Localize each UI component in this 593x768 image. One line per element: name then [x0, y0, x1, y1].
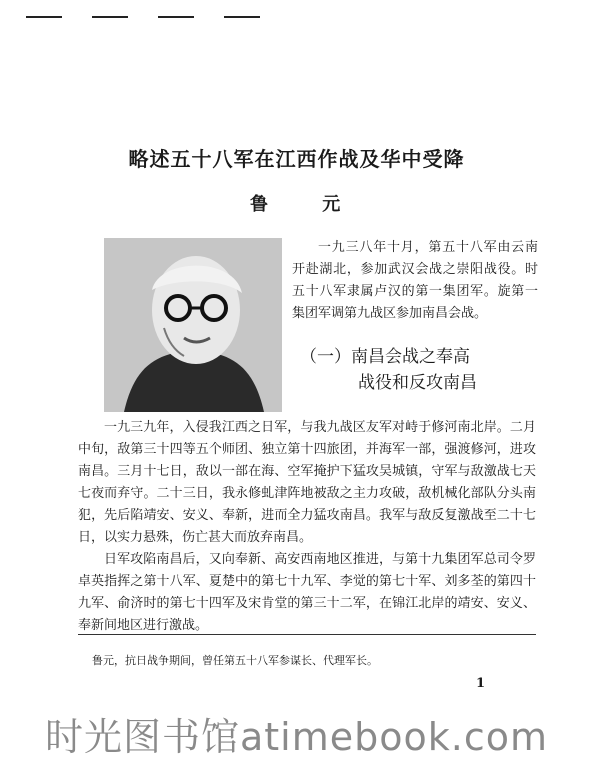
section-heading-line: 战役和反攻南昌: [358, 373, 477, 393]
header-rule: [92, 16, 128, 18]
body-paragraph: 一九三九年，入侵我江西之日军，与我九战区友军对峙于修河南北岸。二月中旬，敌第三十四等五个师团、独立第十四旅团，并海军一部，强渡修河，进攻南昌。三月十七日，敌以一部在海、空军掩护下猛攻吴城镇，守军与敌激战七天七夜而弃守。二十三日，我永修虬津阵地被敌之主力攻破，敌机械化部队分头南犯，先后陷靖安、安义、奉新，进而全力猛攻南昌。我军与敌反复激战至二十七日，以实力悬殊，伤亡甚大而放弃南昌。: [78, 420, 536, 545]
header-rule: [26, 16, 62, 18]
header-rule: [158, 16, 194, 18]
page-number: 1: [476, 676, 486, 691]
author-name: 鲁 元: [250, 194, 365, 215]
portrait-image: [104, 238, 282, 412]
author-photo: [104, 238, 282, 412]
footnote-divider: [78, 634, 536, 635]
article-title: 略述五十八军在江西作战及华中受降: [128, 147, 465, 171]
header-rules: [26, 16, 260, 18]
watermark: 时光图书馆atimebook.com: [44, 715, 548, 759]
section-heading: [300, 344, 477, 396]
body-paragraph: 日军攻陷南昌后，又向奉新、高安西南地区推进，与第十九集团军总司令罗卓英指挥之第十八军、夏楚中的第七十九军、李觉的第七十军、刘多荃的第四十九军、俞济时的第七十四军及宋肯堂的第三十二军，在锦江北岸的靖安、安义、奉新间地区进行激战。: [78, 552, 536, 633]
footnote: 鲁元，抗日战争期间，曾任第五十八军参谋长、代理军长。: [92, 654, 378, 667]
intro-paragraph: 一九三八年十月，第五十八军由云南开赴湖北，参加武汉会战之崇阳战役。时五十八军隶属卢汉的第一集团军。旋第一集团军调第九战区参加南昌会战。: [292, 240, 538, 321]
section-heading-line: （一）南昌会战之奉高: [300, 347, 470, 367]
header-rule: [224, 16, 260, 18]
